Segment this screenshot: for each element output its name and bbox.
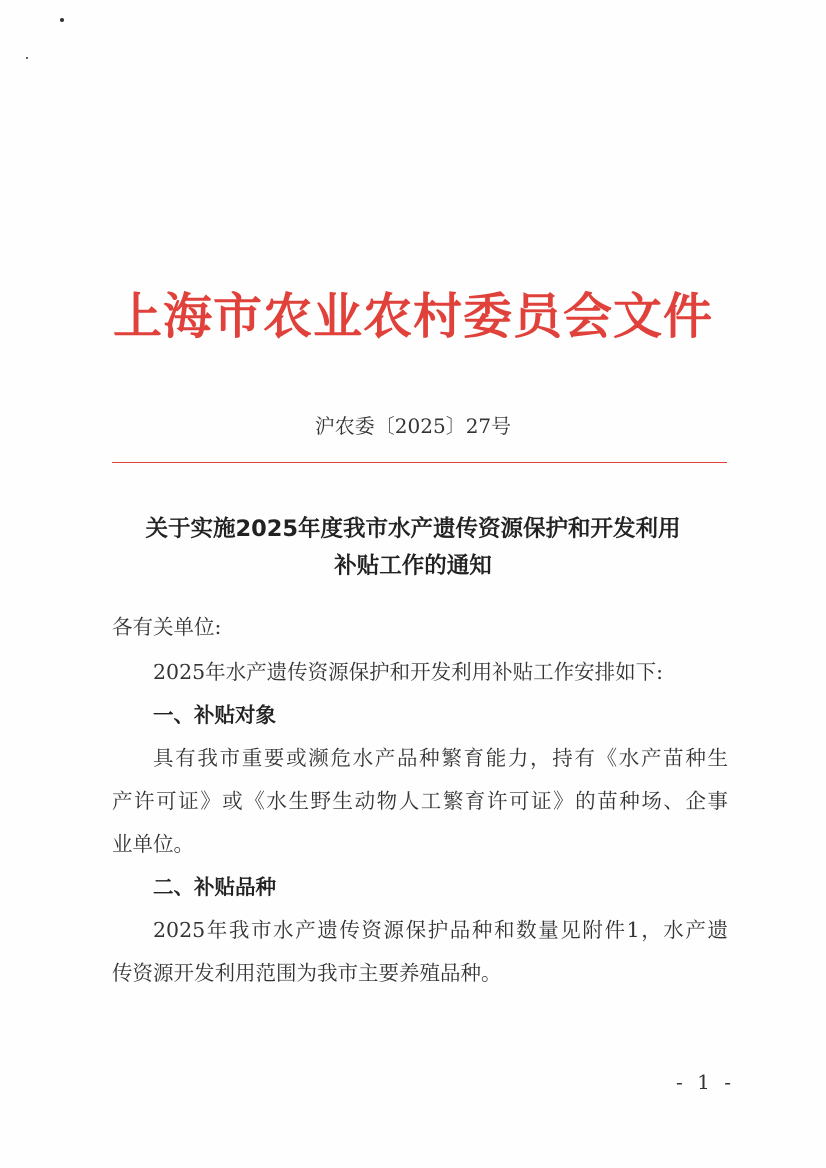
section-heading: 一、补贴对象 [153,703,276,727]
paragraph-line: 2025年我市水产遗传资源保护品种和数量见附件1，水产遗 [153,918,728,942]
document-title-line-1: 关于实施2025年度我市水产遗传资源保护和开发利用 [145,516,681,542]
paragraph-line: 具有我市重要或濒危水产品种繁育能力，持有《水产苗种生 [153,746,728,770]
page-number: - 1 - [676,1070,735,1094]
paragraph-line: 传资源开发利用范围为我市主要养殖品种。 [112,961,502,985]
salutation: 各有关单位: [112,615,222,639]
paragraph-line: 业单位。 [112,832,194,856]
document-title-line-2: 补贴工作的通知 [334,553,492,579]
intro-paragraph: 2025年水产遗传资源保护和开发利用补贴工作安排如下: [153,660,664,684]
red-separator-line [112,462,727,463]
section-heading: 二、补贴品种 [153,875,276,899]
document-number: 沪农委〔2025〕27号 [314,414,512,438]
masthead: 上海市农业农村委员会文件 [112,287,713,345]
paragraph-line: 产许可证》或《水生野生动物人工繁育许可证》的苗种场、企事 [112,789,728,813]
